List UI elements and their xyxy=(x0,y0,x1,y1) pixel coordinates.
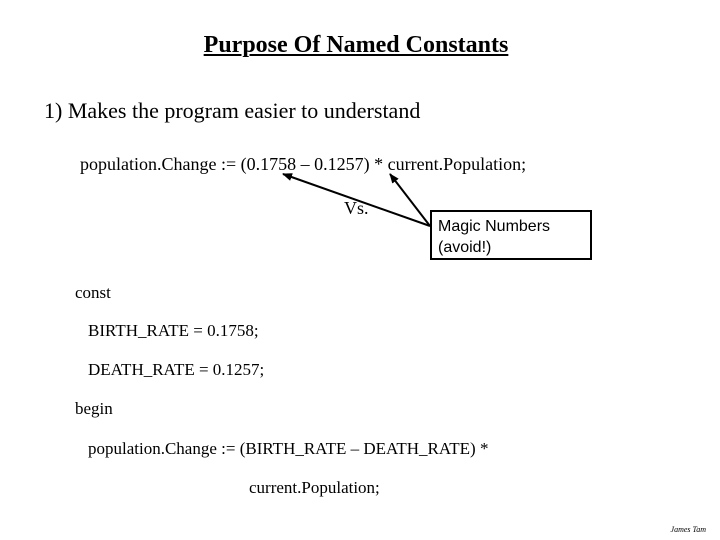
callout-line-2: (avoid!) xyxy=(438,239,492,256)
arrow-to-first-number xyxy=(283,174,430,226)
const-keyword: const xyxy=(75,283,111,302)
begin-keyword: begin xyxy=(75,399,113,418)
named-constant-statement-line-1: population.Change := (BIRTH_RATE – DEATH_RATE) * xyxy=(88,439,489,458)
versus-label: Vs. xyxy=(344,198,369,218)
main-point: 1) Makes the program easier to understand xyxy=(44,98,421,123)
slide-title: Purpose Of Named Constants xyxy=(203,32,509,58)
death-rate-constant: DEATH_RATE = 0.1257; xyxy=(88,360,265,379)
magic-number-code-line: population.Change := (0.1758 – 0.1257) * current.Population; xyxy=(80,154,527,174)
author-signature: James Tam xyxy=(670,525,706,534)
birth-rate-constant: BIRTH_RATE = 0.1758; xyxy=(88,321,259,340)
callout-line-1: Magic Numbers xyxy=(438,218,551,235)
named-constant-statement-line-2: current.Population; xyxy=(249,478,380,497)
